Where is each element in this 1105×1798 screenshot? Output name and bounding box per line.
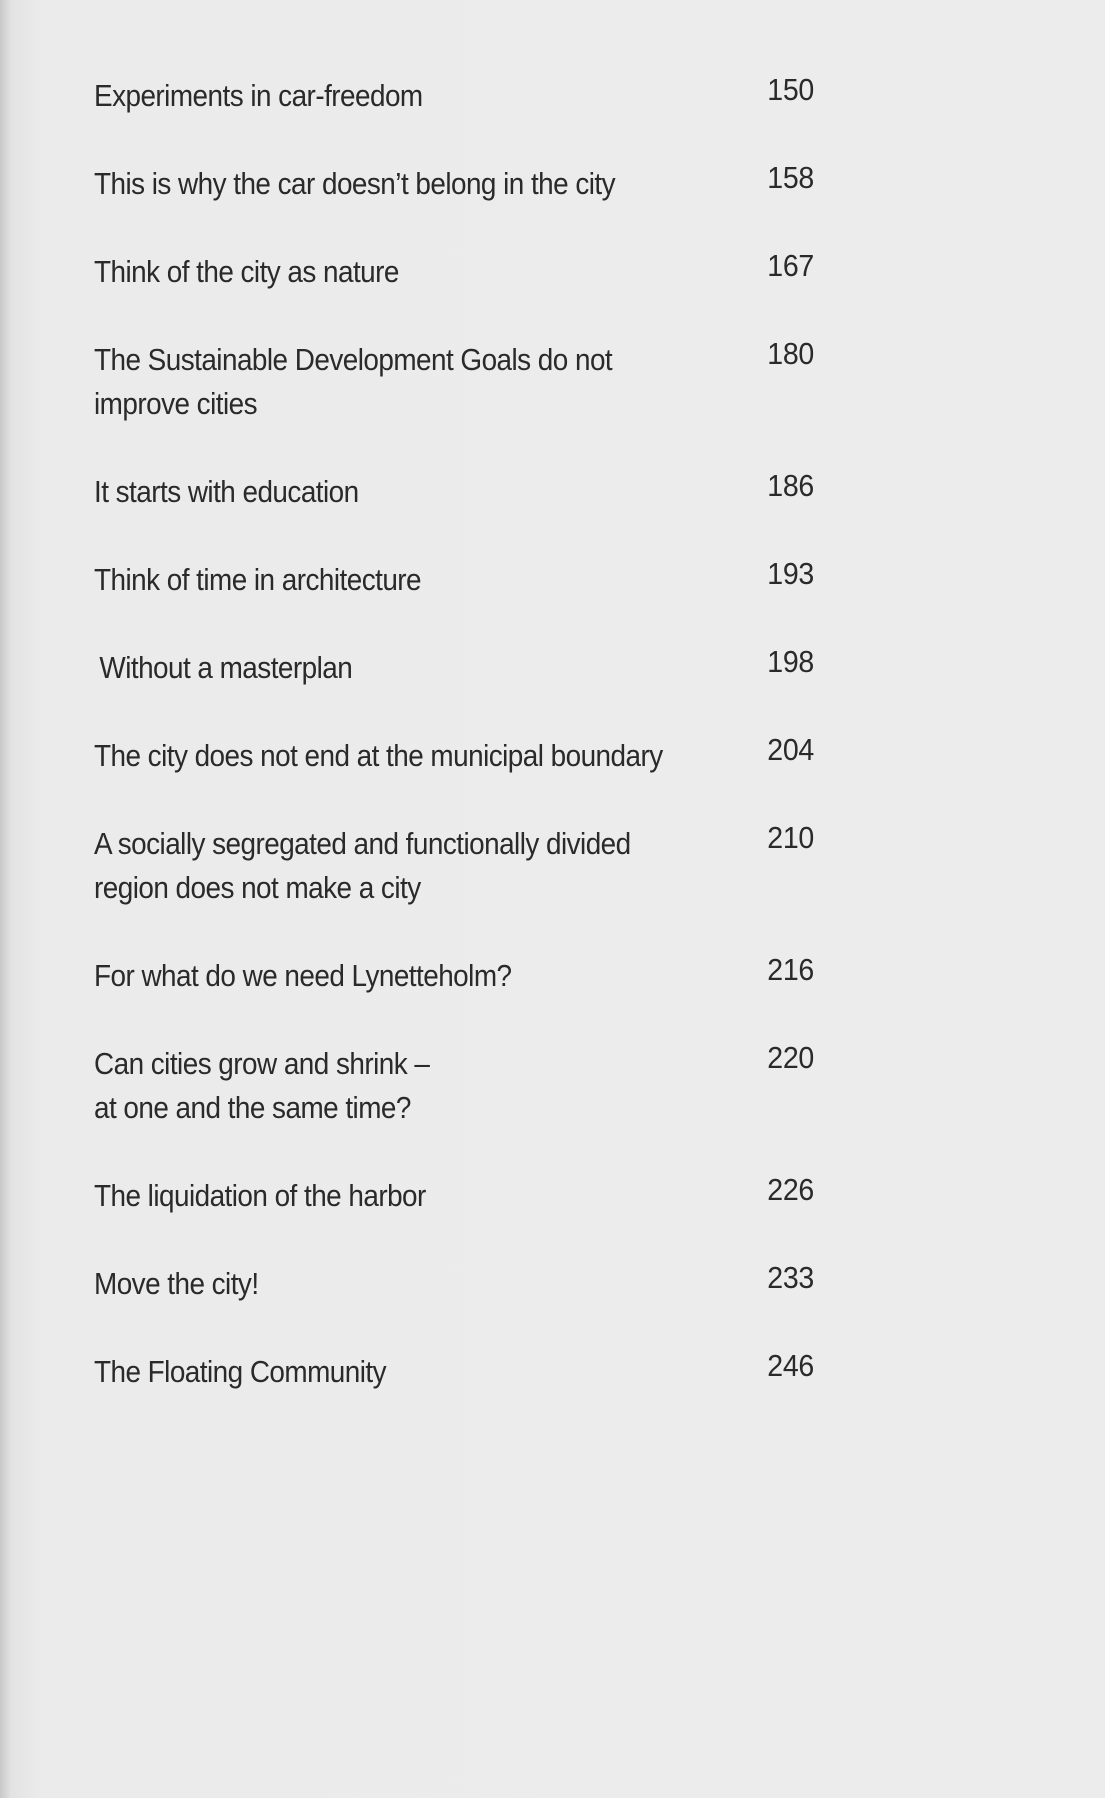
- table-of-contents: [94, 74, 814, 1438]
- toc-entry: [94, 1042, 814, 1130]
- toc-entry: [94, 162, 814, 206]
- toc-entry: [94, 250, 814, 294]
- toc-entry-page-number: 193: [767, 556, 814, 591]
- toc-entry-title: The liquidation of the harbor: [94, 1178, 426, 1213]
- toc-entry-page-number: 246: [767, 1348, 814, 1383]
- toc-entry-page-number: 220: [767, 1040, 814, 1075]
- toc-entry: [94, 470, 814, 514]
- toc-entry-page-number: 216: [767, 952, 814, 987]
- toc-entry-page-number: 233: [767, 1260, 814, 1295]
- toc-entry-title: Without a masterplan: [99, 650, 353, 685]
- toc-entry: [94, 558, 814, 602]
- toc-entry-page-number: 180: [767, 336, 814, 371]
- page-gutter: [0, 0, 10, 1798]
- toc-entry-title: The city does not end at the municipal boundary: [94, 738, 663, 773]
- toc-entry: [94, 822, 814, 910]
- toc-entry-title: A socially segregated and functionally divided region does not make a city: [94, 826, 631, 905]
- toc-entry-title: Experiments in car-freedom: [94, 78, 423, 113]
- toc-entry-title: The Sustainable Development Goals do not improve cities: [94, 342, 613, 421]
- toc-entry-page-number: 226: [767, 1172, 814, 1207]
- toc-entry-page-number: 167: [767, 248, 814, 283]
- toc-entry-title: This is why the car doesn’t belong in the city: [94, 166, 616, 201]
- toc-entry: [94, 74, 814, 118]
- toc-entry-title: Think of time in architecture: [94, 562, 422, 597]
- toc-entry-title: Think of the city as nature: [94, 254, 399, 289]
- toc-entry: [94, 954, 814, 998]
- toc-entry-title: For what do we need Lynetteholm?: [94, 958, 512, 993]
- toc-entry-title: Move the city!: [94, 1266, 259, 1301]
- toc-entry-page-number: 198: [767, 644, 814, 679]
- toc-entry-page-number: 186: [767, 468, 814, 503]
- toc-entry: [94, 338, 814, 426]
- toc-entry-page-number: 210: [767, 820, 814, 855]
- toc-entry: [94, 1174, 814, 1218]
- toc-entry: [94, 1262, 814, 1306]
- toc-entry-page-number: 204: [767, 732, 814, 767]
- toc-entry-page-number: 158: [767, 160, 814, 195]
- toc-entry-page-number: 150: [767, 72, 814, 107]
- toc-entry: [94, 1350, 814, 1394]
- toc-entry: [94, 646, 814, 690]
- toc-entry-title: It starts with education: [94, 474, 359, 509]
- toc-entry-title: Can cities grow and shrink – at one and the same time?: [94, 1046, 430, 1125]
- toc-entry: [94, 734, 814, 778]
- toc-entry-title: The Floating Community: [94, 1354, 387, 1389]
